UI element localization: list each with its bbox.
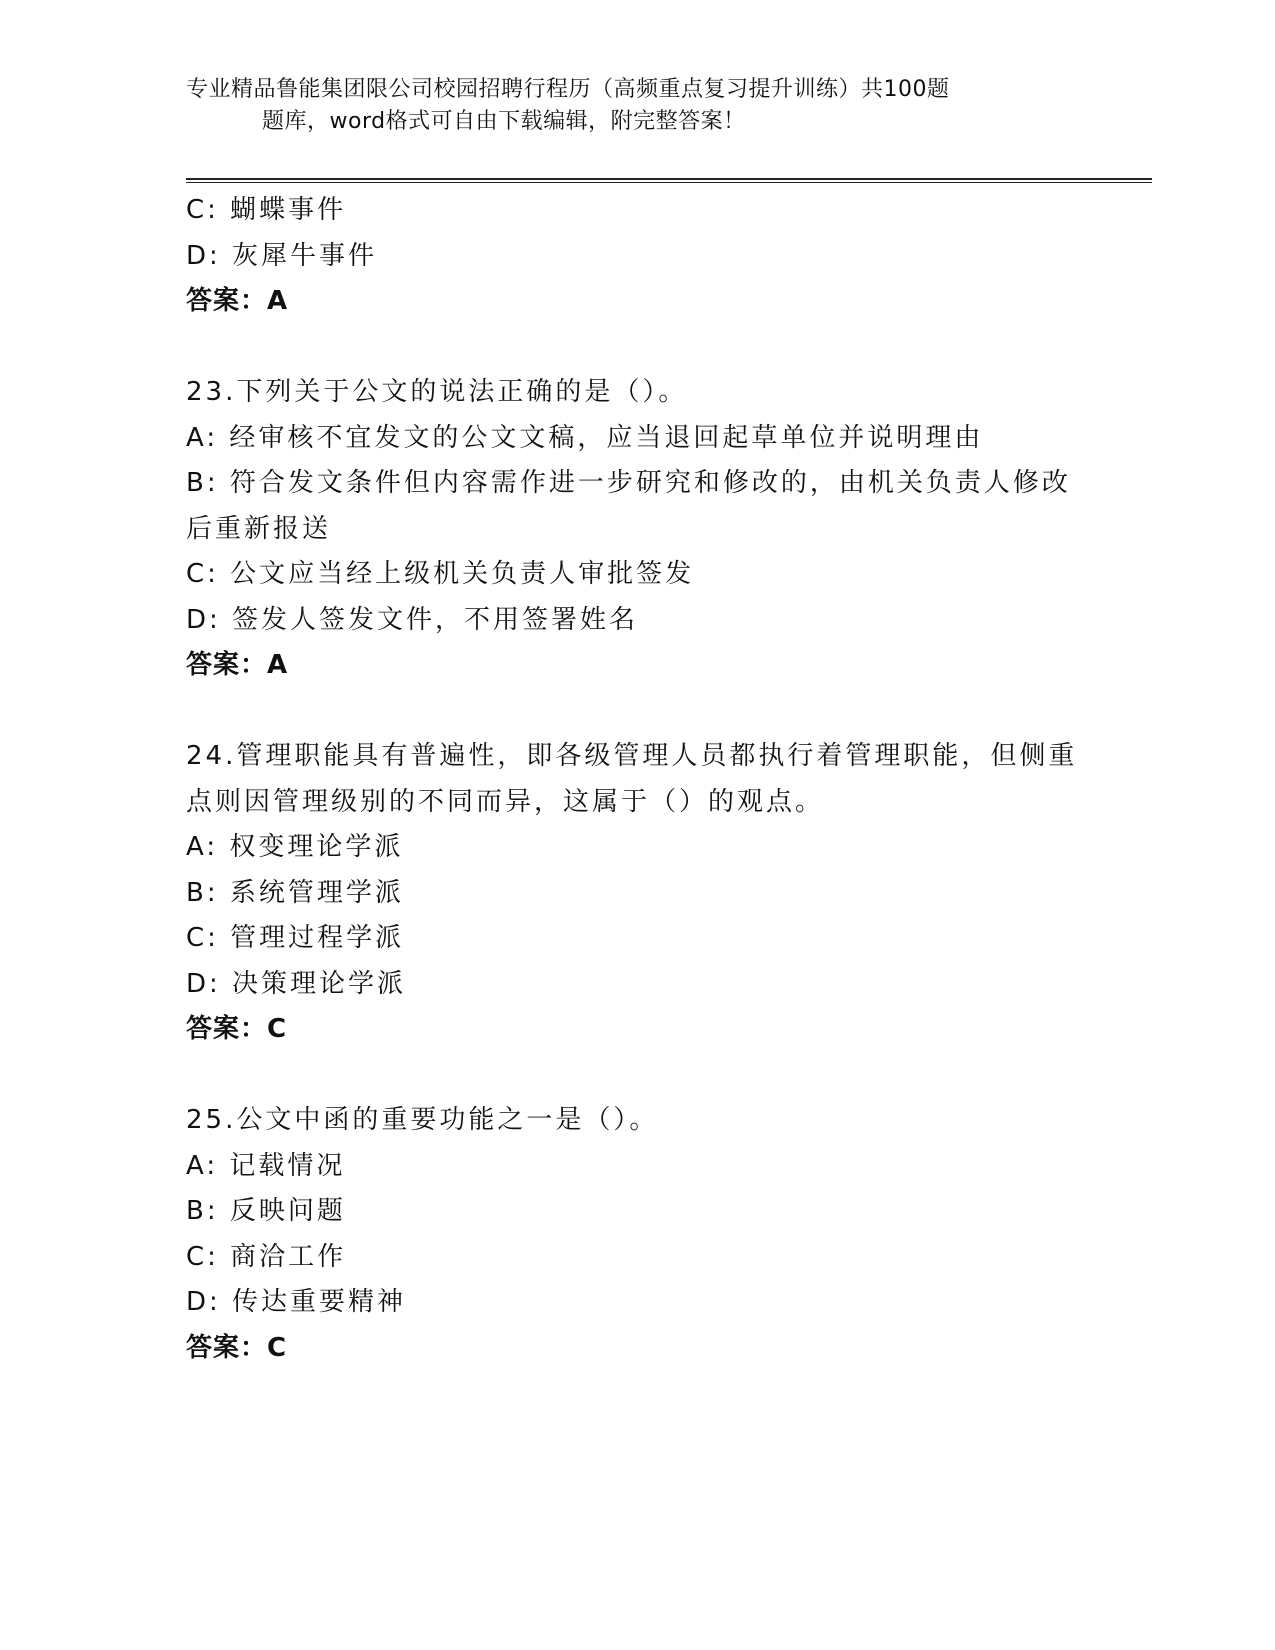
spacer (186, 1053, 1086, 1099)
question-stem: 25.公文中函的重要功能之一是（）。 (186, 1105, 659, 1135)
option-a: A: 记载情况 (186, 1150, 346, 1181)
option-b: B: 符合发文条件但内容需作进一步研究和修改的，由机关负责人修改 (186, 468, 1071, 498)
question-list (186, 188, 1086, 1371)
answer-line: 答案：C (186, 1332, 288, 1363)
spacer (186, 325, 1086, 371)
question-stem: 24.管理职能具有普遍性，即各级管理人员都执行着管理职能，但侧重 (186, 741, 1078, 771)
option-a: A: 权变理论学派 (186, 832, 404, 862)
question-block-24 (186, 734, 1086, 1053)
option-d: D: 签发人签发文件，不用签署姓名 (186, 604, 639, 635)
option-b: B: 系统管理学派 (186, 877, 404, 908)
option-b: B: 反映问题 (186, 1196, 346, 1226)
spacer (186, 689, 1086, 735)
header-title-line-1: 专业精品鲁能集团限公司校园招聘行程历（高频重点复习提升训练）共100题 (186, 77, 950, 102)
question-block-25 (186, 1098, 1086, 1371)
option-d: D: 灰犀牛事件 (186, 240, 378, 271)
answer-line: 答案：A (186, 650, 289, 680)
page-header (186, 74, 1046, 138)
option-c: C: 公文应当经上级机关负责人审批签发 (186, 559, 695, 589)
option-c: C: 商洽工作 (186, 1241, 347, 1272)
option-d: D: 传达重要精神 (186, 1287, 407, 1317)
question-stem-continued: 点则因管理级别的不同而异，这属于（）的观点。 (186, 786, 825, 817)
answer-line: 答案：A (186, 286, 289, 316)
question-stem: 23.下列关于公文的说法正确的是（）。 (186, 377, 688, 407)
option-c: C: 管理过程学派 (186, 923, 405, 953)
question-block-22-continued (186, 188, 1086, 325)
answer-line: 答案：C (186, 1014, 288, 1044)
header-title-line-2: 题库，word格式可自由下载编辑，附完整答案！ (262, 109, 746, 134)
option-c: C: 蝴蝶事件 (186, 195, 347, 225)
option-b-continued: 后重新报送 (186, 513, 332, 544)
question-block-23 (186, 370, 1086, 689)
header-divider (186, 178, 1152, 183)
option-d: D: 决策理论学派 (186, 968, 407, 999)
option-a: A: 经审核不宜发文的公文文稿，应当退回起草单位并说明理由 (186, 422, 984, 453)
